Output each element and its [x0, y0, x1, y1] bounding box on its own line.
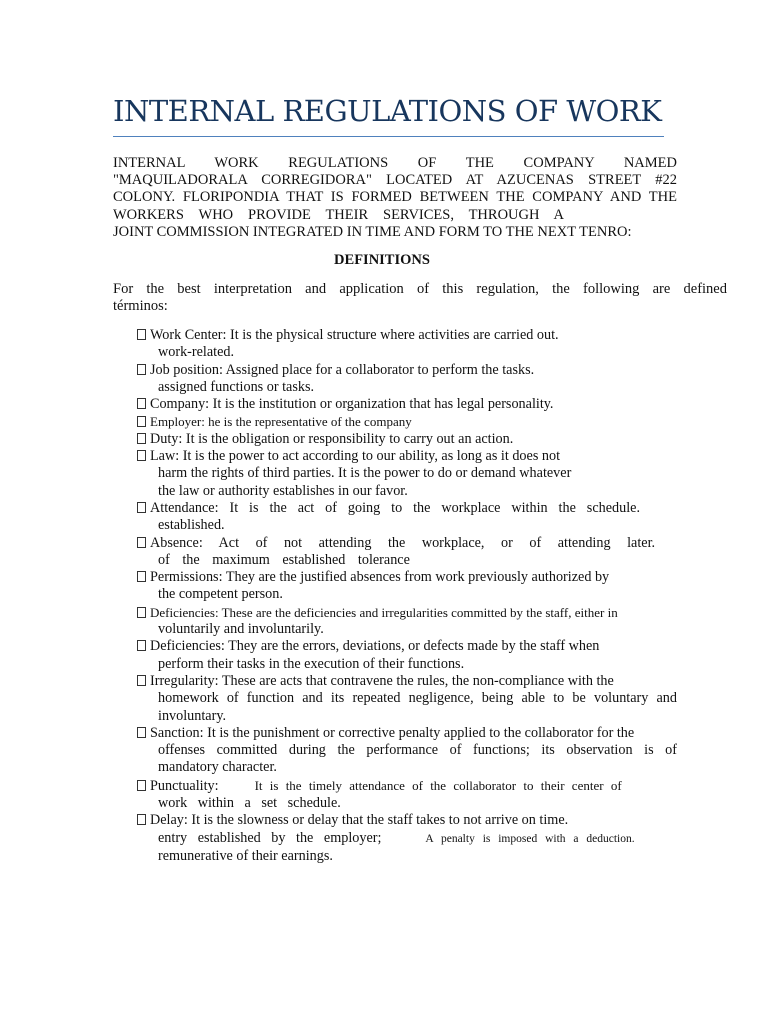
- title-divider: [113, 136, 664, 137]
- definition-item: [137, 725, 677, 777]
- bullet-box-icon: [137, 416, 146, 427]
- bullet-box-icon: [137, 398, 146, 409]
- bullet-box-icon: [137, 450, 146, 461]
- definition-text: Employer: he is the representative of the company: [150, 414, 412, 430]
- definition-item: [137, 569, 677, 604]
- lead-line: For the best interpretation and application of this regulation, the following are defined: [113, 281, 727, 297]
- definition-text: Irregularity: These are acts that contravene the rules, the non-compliance with the: [150, 672, 614, 689]
- definition-item: [137, 448, 677, 500]
- definition-text: Law: It is the power to act according to our ability, as long as it does not: [150, 448, 561, 465]
- lead-line: términos:: [113, 298, 168, 314]
- definition-text: Deficiencies: They are the errors, deviations, or defects made by the staff when: [150, 638, 600, 655]
- definition-text: Delay: It is the slowness or delay that the staff takes to not arrive on time.: [150, 812, 569, 829]
- definition-item: [137, 673, 677, 725]
- intro-line: COLONY. FLORIPONDIA THAT IS FORMED BETWEEN THE COMPANY AND THE: [113, 189, 677, 206]
- definition-item: [137, 396, 677, 413]
- definition-item: [137, 362, 677, 397]
- definition-item: [137, 413, 677, 430]
- bullet-box-icon: [137, 675, 146, 686]
- definition-text: the law or authority establishes in our favor.: [158, 482, 408, 499]
- intro-line: WORKERS WHO PROVIDE THEIR SERVICES, THROUGH A: [113, 206, 564, 223]
- definition-text: Sanction: It is the punishment or corrective penalty applied to the collaborator for the: [150, 724, 635, 741]
- bullet-box-icon: [137, 640, 146, 651]
- definition-text: established.: [158, 517, 225, 534]
- bullet-box-icon: [137, 502, 146, 513]
- definition-text: work within a set schedule.: [158, 795, 341, 812]
- definition-item: [137, 535, 677, 570]
- definition-text: Punctuality:: [150, 777, 219, 794]
- bullet-box-icon: [137, 433, 146, 444]
- definition-text: of the maximum established tolerance: [158, 551, 410, 568]
- definitions-lead: [113, 281, 727, 315]
- definition-text: Absence: Act of not attending the workplace, or of attending later.: [150, 534, 656, 551]
- bullet-box-icon: [137, 607, 146, 618]
- definition-text: entry established by the employer;: [158, 829, 382, 846]
- definition-item: [137, 431, 677, 448]
- definition-text: Permissions: They are the justified absences from work previously authorized by: [150, 569, 610, 586]
- bullet-box-icon: [137, 364, 146, 375]
- intro-line: "MAQUILADORALA CORREGIDORA" LOCATED AT AZUCENAS STREET #22: [113, 172, 677, 189]
- intro-line: INTERNAL WORK REGULATIONS OF THE COMPANY NAMED: [113, 155, 677, 171]
- bullet-box-icon: [137, 571, 146, 582]
- bullet-box-icon: [137, 814, 146, 825]
- bullet-box-icon: [137, 780, 146, 791]
- definition-text: Work Center: It is the physical structure where activities are carried out.: [150, 327, 559, 343]
- definition-text: the competent person.: [158, 586, 283, 603]
- definition-item: [137, 777, 677, 813]
- definition-text: assigned functions or tasks.: [158, 378, 315, 395]
- definition-text: work-related.: [158, 344, 235, 361]
- definition-text: homework of function and its repeated negligence, being able to be voluntary and: [158, 690, 677, 707]
- bullet-box-icon: [137, 329, 146, 340]
- definition-text: It is the timely attendance of the collaborator to their center of: [254, 777, 622, 793]
- definition-text: mandatory character.: [158, 759, 277, 776]
- definition-text: remunerative of their earnings.: [158, 847, 333, 864]
- intro-paragraph: [113, 155, 677, 241]
- definition-text: perform their tasks in the execution of their functions.: [158, 655, 465, 672]
- definition-item: [137, 604, 677, 639]
- definition-text: A penalty is imposed with a deduction.: [425, 832, 635, 845]
- definition-text: Duty: It is the obligation or responsibility to carry out an action.: [150, 430, 514, 447]
- definition-item: [137, 327, 677, 362]
- definitions-heading: DEFINITIONS: [334, 252, 430, 268]
- definition-text: offenses committed during the performance of functions; its observation is of: [158, 742, 677, 759]
- definitions-list: [137, 327, 677, 865]
- intro-line: JOINT COMMISSION INTEGRATED IN TIME AND FORM TO THE NEXT TENRO:: [113, 223, 632, 240]
- definition-text: Deficiencies: These are the deficiencies and irregularities committed by the staff, either in: [150, 604, 618, 620]
- definition-text: voluntarily and involuntarily.: [158, 621, 324, 638]
- definition-item: [137, 638, 677, 673]
- definition-item: [137, 500, 677, 535]
- bullet-box-icon: [137, 537, 146, 548]
- bullet-box-icon: [137, 727, 146, 738]
- definition-item: [137, 812, 677, 865]
- document-title: INTERNAL REGULATIONS OF WORK: [113, 94, 662, 128]
- definition-text: Company: It is the institution or organization that has legal personality.: [150, 396, 554, 413]
- definition-text: Job position: Assigned place for a collaborator to perform the tasks.: [150, 361, 535, 378]
- definition-text: Attendance: It is the act of going to the workplace within the schedule.: [150, 499, 640, 516]
- definition-text: harm the rights of third parties. It is the power to do or demand whatever: [158, 465, 572, 482]
- definition-text: involuntary.: [158, 707, 227, 724]
